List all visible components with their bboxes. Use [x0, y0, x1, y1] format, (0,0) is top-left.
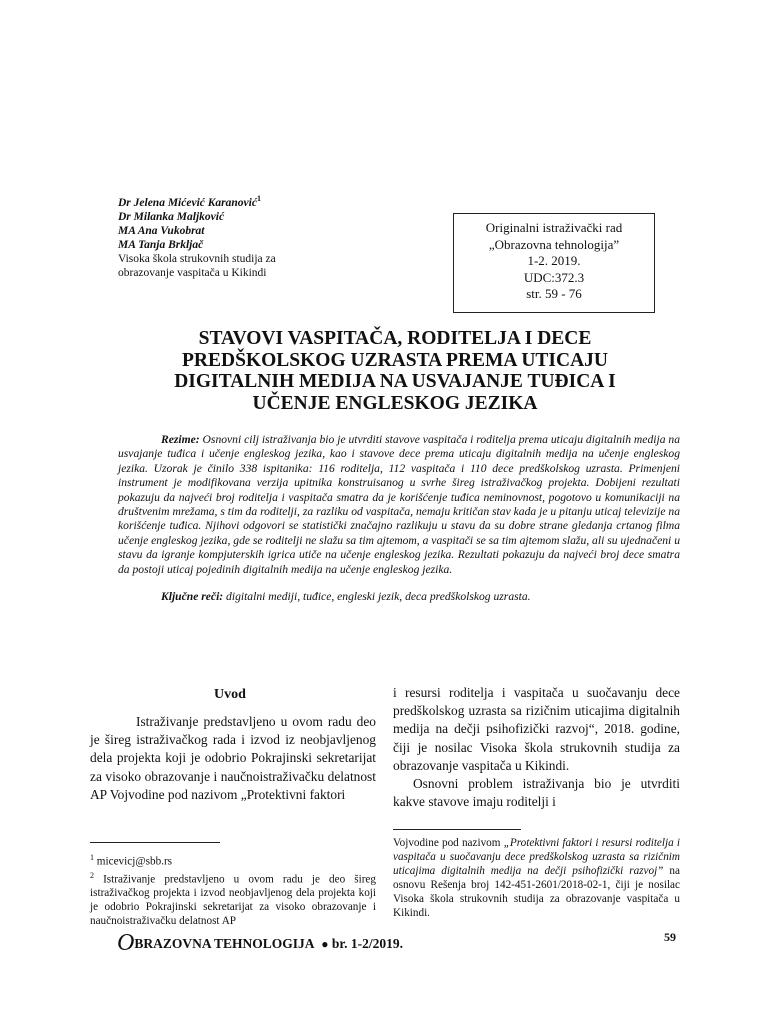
- affiliation-line-1: Visoka škola strukovnih studija za: [118, 252, 276, 265]
- abstract-label: Rezime:: [161, 433, 200, 446]
- author-2: Dr Milanka Maljković: [118, 210, 225, 223]
- author-4: MA Tanja Brkljač: [118, 238, 204, 251]
- journal-name: „Obrazovna tehnologija”: [488, 236, 620, 252]
- authors-block: [118, 192, 318, 280]
- author-3: MA Ana Vukobrat: [118, 224, 205, 237]
- body-right-column: [393, 684, 680, 811]
- paper-type: Originalni istraživački rad: [485, 220, 623, 235]
- title-line-3: DIGITALNIH MEDIJA NA USVAJANJE TUĐICA I: [174, 371, 616, 392]
- body-paragraph: Osnovni problem istraživanja bio je utvrditi kakve stavove imaju roditelji i: [393, 776, 680, 810]
- footnote-continuation: [393, 836, 680, 920]
- footnote-project-title: „Protektivni faktori i resursi roditelja i vaspitača u suočavanju dece predškolskog uzrasta sa rizičnim uticajima digitalnih medija na dečji psihofizički razvoj”: [393, 837, 681, 877]
- footnote-mark: 2: [90, 870, 94, 880]
- issue-label: br. 1-2/2019.: [331, 936, 404, 951]
- title-line-1: STAVOVI VASPITAČA, RODITELJA I DECE: [198, 328, 592, 349]
- footnote-divider: [90, 842, 220, 843]
- bullet-icon: ●: [321, 937, 329, 951]
- keywords-text: digitalni mediji, tuđice, engleski jezik, deca predškolskog uzrasta.: [223, 590, 531, 603]
- page-number: 59: [664, 930, 676, 944]
- title-line-2: PREDŠKOLSKOG UZRASTA PREMA UTICAJU: [182, 349, 608, 371]
- section-heading: Uvod: [214, 687, 246, 702]
- keywords: [161, 590, 681, 604]
- footnote-text: na osnovu Rešenja broj 142-451-2601/2018-02-1, čiji je nosilac Visoka škola strukovnih studija za obrazovanje vaspitača u Kikindi.: [393, 865, 680, 919]
- footnote-text: Istraživanje predstavljeno u ovom radu je deo šireg istraživačkog projekta i izvod neobjavljenog dela projekta koji je odobrio Pokrajinski sekretarijat za visoko obrazovanje i naučnoistraživačku delatnost AP: [90, 873, 376, 928]
- page-range: str. 59 - 76: [526, 286, 582, 301]
- keywords-label: Ključne reči:: [161, 590, 224, 603]
- author-1: Dr Jelena Mićević Karanović: [118, 196, 257, 209]
- paper-title: [130, 328, 660, 414]
- body-left-column: [90, 713, 376, 804]
- footnote-2: [90, 869, 376, 929]
- title-line-4: UČENJE ENGLESKOG JEZIKA: [252, 392, 538, 414]
- footnote-mark: 1: [256, 194, 261, 203]
- journal-initial: O: [117, 930, 135, 956]
- body-paragraph: i resursi roditelja i vaspitača u suočavanju dece predškolskog uzrasta sa rizičnim uticajima digitalnih medija na dečji psihofizički razvoj“, 2018. godine, čiji je nosilac Visoka škola strukovnih studija za obrazovanje vaspitača u Kikindi.: [393, 685, 680, 773]
- issue-number: 1-2. 2019.: [527, 253, 581, 268]
- footnote-divider: [393, 829, 521, 830]
- footnote-1: [90, 851, 376, 869]
- journal-title: BRAZOVNA TEHNOLOGIJA: [134, 936, 315, 951]
- affiliation-line-2: obrazovanje vaspitača u Kikindi: [118, 266, 267, 279]
- author-name: [118, 192, 318, 210]
- abstract-text: Osnovni cilj istraživanja bio je utvrditi stavove vaspitača i roditelja prema uticaju digitalnih medija na usvajanje tuđica i učenje engleskog jezika, kao i stavove dece prema uticaju digitalnih medija na učenje engleskog jezika. Uzorak je činilo 338 ispitanika: 116 roditelja, 112 vaspitača i 110 dece predškolskog uzrasta. Primenjeni instrument je modifikovana verzija upitnika konstruisanog u svrhe šireg istraživačkog projekta. Dobijeni rezultati pokazuju da najveći broj roditelja i vaspitača smatra da je korišćenje tuđica neminovnost, pogotovo u komunikaciji na društvenim mrežama, s tim da roditelji, za razliku od vaspitača, nemaju kritičan stav kada je u pitanju uticaj televizije na korišćenje tuđica. Njihovi odgovori se statistički značajno razlikuju u stavu da su dobre strane gledanja crtanog filma učenje engleskog jezika, gde se roditelji ne slažu sa tim ajtemom, a vaspitači se sa tim ajtemom slažu, ali su ujednačeni u stavu da igranje kompjuterskih igrica utiče na učenje engleskog jezika. Rezultati pokazuju da najveći broj dece smatra da postoji uticaj pojedinih digitalnih medija na učenje engleskog jezika.: [118, 433, 680, 576]
- udc-code: UDC:372.3: [523, 269, 585, 285]
- footnote-text: Vojvodine pod nazivom: [393, 837, 504, 849]
- abstract: [118, 433, 680, 577]
- body-paragraph: Istraživanje predstavljeno u ovom radu deo je šireg istraživačkog rada i izvod iz neobjavljenog dela projekta koji je odobrio Pokrajinski sekretarijat za visoko obrazovanje i naučnoistraživačku delatnost AP Vojvodine pod nazivom „Protektivni faktori: [90, 714, 376, 802]
- publication-info-box: [453, 213, 655, 313]
- footnote-mark: 1: [90, 853, 94, 862]
- journal-footer: [117, 930, 403, 957]
- footnotes-left: [90, 851, 376, 928]
- footnote-email: micevicj@sbb.rs: [94, 855, 173, 868]
